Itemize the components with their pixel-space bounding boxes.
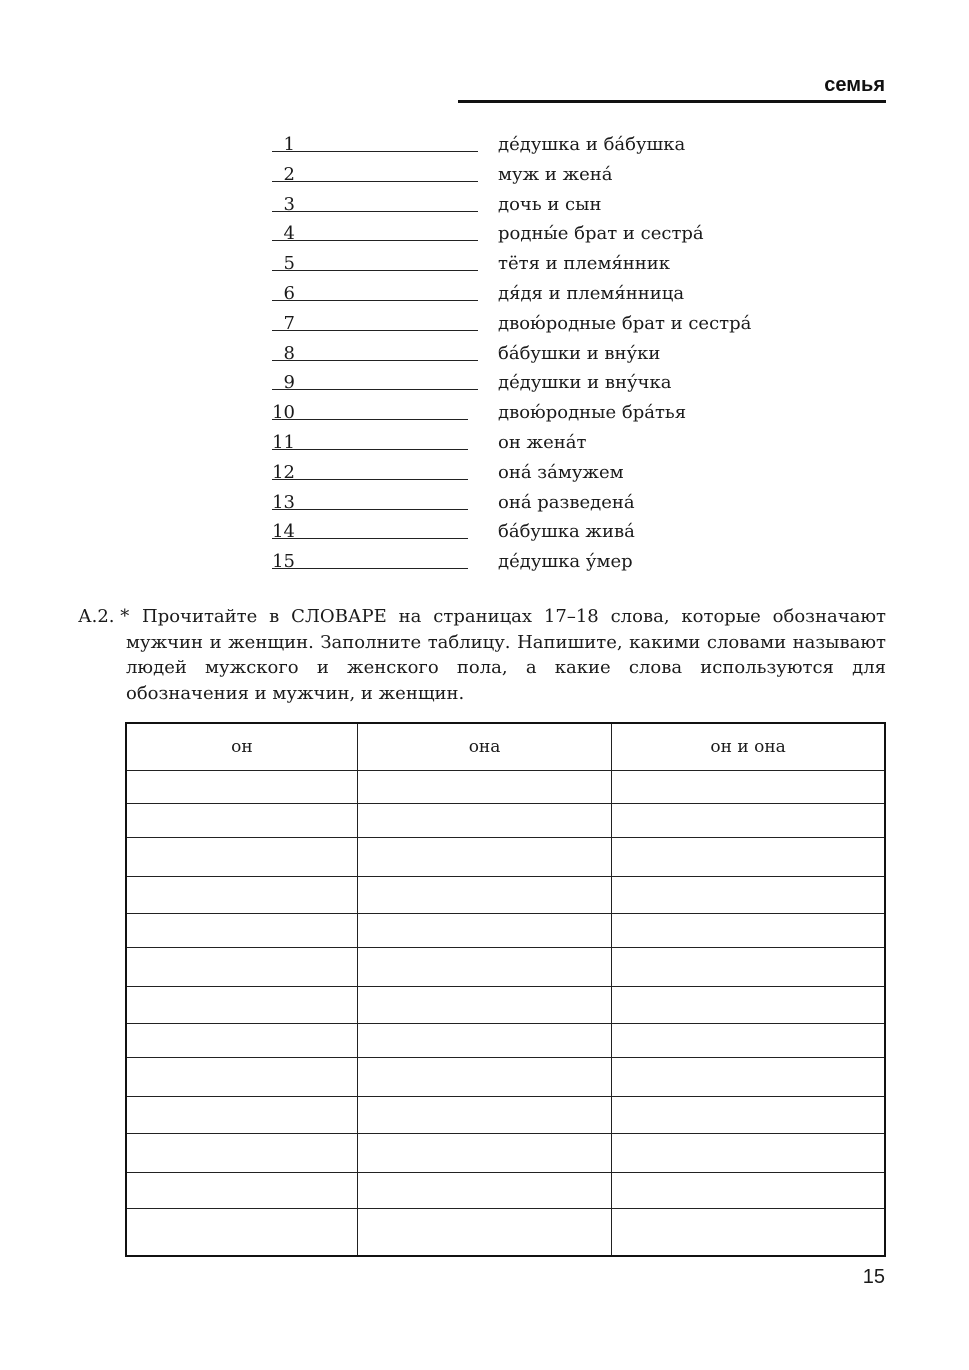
- exercise-prompt: дя́дя и племя́нница: [498, 282, 685, 304]
- table-header-row: [126, 723, 885, 771]
- table-row: [126, 838, 885, 877]
- exercise-item: [230, 309, 790, 339]
- table-row: [126, 1209, 885, 1257]
- answer-blank-line[interactable]: [272, 509, 468, 510]
- exercise-prompt: де́душка у́мер: [498, 551, 633, 573]
- task-label: А.2. *: [78, 606, 130, 627]
- exercise-prompt: ба́бушки и вну́ки: [498, 342, 661, 364]
- exercise-prompt: она́ за́мужем: [498, 461, 624, 483]
- table-row: [126, 987, 885, 1024]
- answer-blank-line[interactable]: [272, 449, 468, 450]
- table-cell[interactable]: [612, 877, 885, 914]
- table-cell[interactable]: [126, 771, 357, 804]
- header-rule: [458, 100, 886, 103]
- table-cell[interactable]: [357, 1134, 611, 1173]
- exercise-number: 7: [283, 312, 295, 334]
- table-cell[interactable]: [357, 1209, 611, 1257]
- exercise-item: [230, 458, 790, 488]
- table-row: [126, 1097, 885, 1134]
- task-instructions: [126, 604, 886, 706]
- table-cell[interactable]: [126, 948, 357, 987]
- answer-blank-line[interactable]: [272, 330, 478, 331]
- table-cell[interactable]: [612, 1058, 885, 1097]
- table-cell[interactable]: [357, 877, 611, 914]
- table-cell[interactable]: [126, 1134, 357, 1173]
- table-cell[interactable]: [126, 804, 357, 838]
- answer-blank-line[interactable]: [272, 568, 468, 569]
- exercise-prompt: двою́родные брат и сестра́: [498, 312, 752, 334]
- exercise-number: 4: [283, 223, 295, 245]
- answer-blank-line[interactable]: [272, 360, 478, 361]
- table-cell[interactable]: [126, 1209, 357, 1257]
- exercise-item: [230, 219, 790, 249]
- exercise-item: [230, 488, 790, 518]
- exercise-list: [230, 130, 790, 577]
- table-row: [126, 948, 885, 987]
- table-cell[interactable]: [612, 1134, 885, 1173]
- exercise-number: 11: [272, 431, 295, 453]
- exercise-number: 9: [283, 372, 295, 394]
- exercise-number: 6: [283, 282, 295, 304]
- exercise-number: 10: [272, 402, 295, 424]
- table-cell[interactable]: [612, 1173, 885, 1209]
- table-cell[interactable]: [357, 804, 611, 838]
- table-cell[interactable]: [612, 1024, 885, 1058]
- exercise-prompt: тётя и племя́нник: [498, 253, 671, 275]
- task-a2: [78, 604, 886, 706]
- exercise-item: [230, 428, 790, 458]
- table-cell[interactable]: [612, 771, 885, 804]
- table-cell[interactable]: [357, 1058, 611, 1097]
- answer-blank-line[interactable]: [272, 419, 468, 420]
- answer-blank-line[interactable]: [272, 389, 478, 390]
- table-cell[interactable]: [612, 987, 885, 1024]
- exercise-prompt: де́душки и вну́чка: [498, 372, 672, 394]
- answer-blank-line[interactable]: [272, 211, 478, 212]
- table-cell[interactable]: [357, 914, 611, 948]
- table-cell[interactable]: [612, 1209, 885, 1257]
- exercise-prompt: родны́е брат и сестра́: [498, 223, 704, 245]
- table-cell[interactable]: [612, 914, 885, 948]
- answer-blank-line[interactable]: [272, 479, 468, 480]
- exercise-number: 14: [272, 521, 295, 543]
- column-header-he-and-she: он и она: [612, 723, 885, 771]
- exercise-prompt: де́душка и ба́бушка: [498, 134, 686, 155]
- answer-blank-line[interactable]: [272, 270, 478, 271]
- table-cell[interactable]: [357, 987, 611, 1024]
- table-row: [126, 1173, 885, 1209]
- column-header-he: он: [126, 723, 357, 771]
- column-header-she: она: [357, 723, 611, 771]
- exercise-item: [230, 249, 790, 279]
- table-cell[interactable]: [126, 838, 357, 877]
- exercise-number: 8: [283, 342, 295, 364]
- exercise-number: 15: [272, 551, 295, 573]
- answer-blank-line[interactable]: [272, 240, 478, 241]
- table-cell[interactable]: [612, 1097, 885, 1134]
- table-cell[interactable]: [612, 948, 885, 987]
- exercise-item: [230, 160, 790, 190]
- table-row: [126, 877, 885, 914]
- exercise-item: [230, 517, 790, 547]
- table-cell[interactable]: [126, 1173, 357, 1209]
- fill-table: [125, 722, 886, 1257]
- table-cell[interactable]: [126, 987, 357, 1024]
- exercise-item: [230, 547, 790, 577]
- exercise-number: 12: [272, 461, 295, 483]
- table-cell[interactable]: [126, 1097, 357, 1134]
- table-cell[interactable]: [357, 1097, 611, 1134]
- table-cell[interactable]: [612, 804, 885, 838]
- exercise-item: [230, 190, 790, 220]
- exercise-number: 5: [283, 253, 295, 275]
- table-cell[interactable]: [126, 914, 357, 948]
- exercise-number: 13: [272, 491, 295, 513]
- table-row: [126, 1024, 885, 1058]
- table-row: [126, 771, 885, 804]
- answer-blank-line[interactable]: [272, 538, 468, 539]
- table-cell[interactable]: [357, 1024, 611, 1058]
- exercise-item: [230, 339, 790, 369]
- exercise-item: [230, 279, 790, 309]
- exercise-item: [230, 368, 790, 398]
- table-cell[interactable]: [357, 838, 611, 877]
- table-cell[interactable]: [126, 877, 357, 914]
- exercise-item: [230, 130, 790, 160]
- table-row: [126, 1134, 885, 1173]
- table-cell[interactable]: [357, 771, 611, 804]
- table-row: [126, 914, 885, 948]
- exercise-prompt: дочь и сын: [498, 193, 602, 215]
- table-cell[interactable]: [126, 1024, 357, 1058]
- table-cell[interactable]: [126, 1058, 357, 1097]
- answer-blank-line[interactable]: [272, 151, 478, 152]
- exercise-number: 3: [283, 193, 295, 215]
- table-cell[interactable]: [612, 838, 885, 877]
- answer-blank-line[interactable]: [272, 181, 478, 182]
- exercise-number: 2: [283, 163, 295, 185]
- table-row: [126, 1058, 885, 1097]
- section-title: семья: [824, 74, 885, 96]
- table-cell[interactable]: [357, 948, 611, 987]
- table-cell[interactable]: [357, 1173, 611, 1209]
- exercise-prompt: он жена́т: [498, 431, 587, 453]
- exercise-prompt: двою́родные бра́тья: [498, 402, 687, 424]
- page-number: 15: [862, 1266, 885, 1288]
- exercise-item: [230, 398, 790, 428]
- exercise-prompt: муж и жена́: [498, 163, 613, 185]
- exercise-number: 1: [283, 134, 295, 155]
- answer-blank-line[interactable]: [272, 300, 478, 301]
- task-text: Прочитайте в СЛОВАРЕ на страницах 17–18 слова, которые обозначают мужчин и женщин. Заполните таблицу. Напишите, какими словами называют людей мужского и женского пола, а какие слова используются для обозначения и мужчин, и женщин.: [126, 606, 886, 704]
- table-row: [126, 804, 885, 838]
- exercise-prompt: она́ разведена́: [498, 491, 635, 513]
- exercise-prompt: ба́бушка жива́: [498, 521, 635, 543]
